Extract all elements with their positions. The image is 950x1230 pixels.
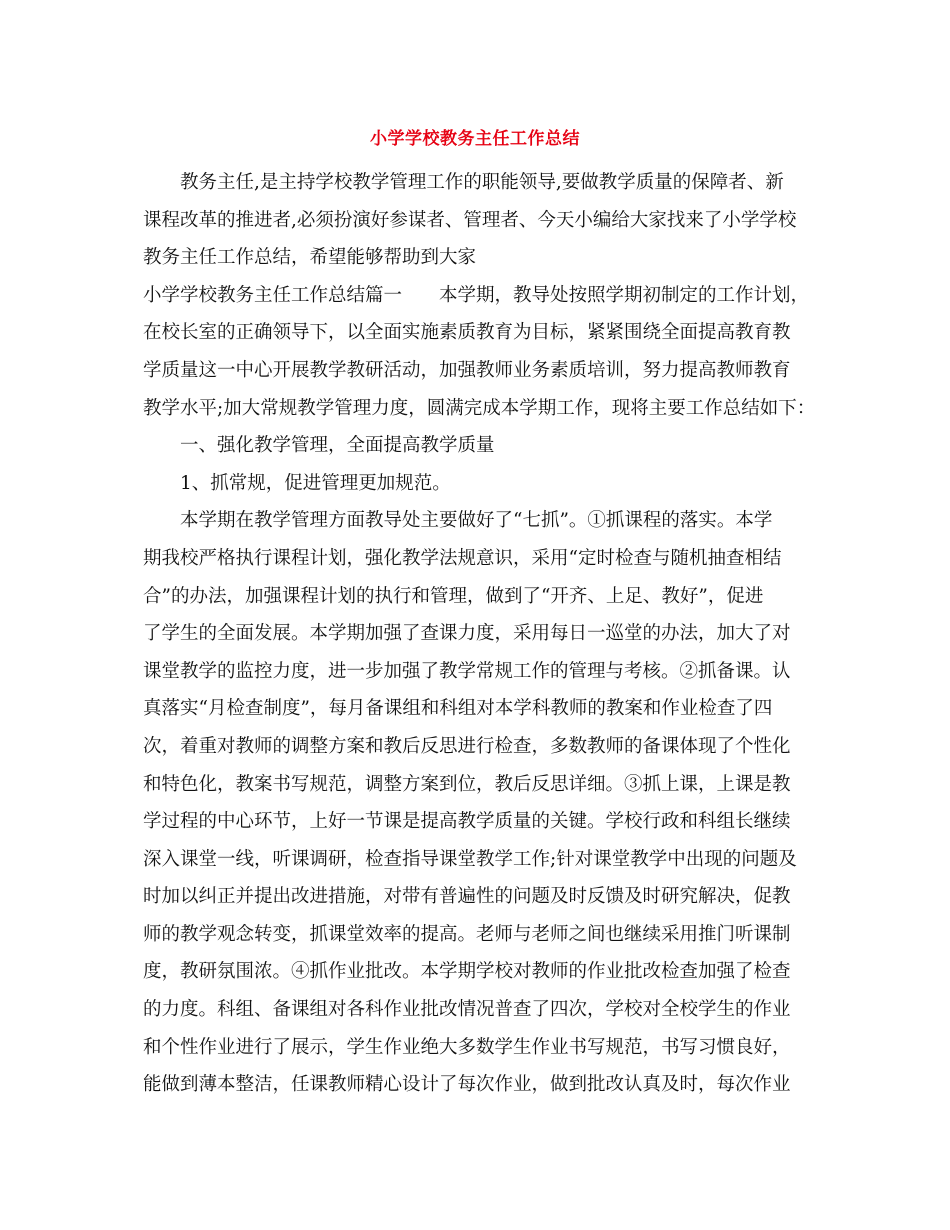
body-line: 在校长室的正确领导下，以全面实施素质教育为目标，紧紧围绕全面提高教育教 — [143, 322, 791, 344]
body-line: 度，教研氛围浓。④抓作业批改。本学期学校对教师的作业批改检查加强了检查 — [143, 961, 791, 983]
document-body — [143, 164, 823, 1104]
document-title: 小学学校教务主任工作总结 — [370, 129, 580, 149]
body-line: 小学学校教务主任工作总结篇一 本学期，教导处按照学期初制定的工作计划， — [143, 284, 810, 306]
body-line: 时加以纠正并提出改进措施，对带有普遍性的问题及时反馈及时研究解决，促教 — [143, 886, 791, 908]
body-line: 真落实“月检查制度”，每月备课组和科组对本学科教师的教案和作业检查了四 — [143, 698, 773, 720]
body-line: 学过程的中心环节，上好一节课是提高教学质量的关键。学校行政和科组长继续 — [143, 811, 791, 833]
body-line: 教学水平;加大常规教学管理力度，圆满完成本学期工作，现将主要工作总结如下： — [143, 397, 816, 419]
body-line: 教务主任工作总结，希望能够帮助到大家 — [143, 247, 477, 269]
body-line: 学质量这一中心开展教学教研活动，加强教师业务素质培训，努力提高教师教育 — [143, 359, 791, 381]
body-line: 本学期在教学管理方面教导处主要做好了“七抓”。①抓课程的落实。本学 — [143, 510, 773, 532]
body-line: 和个性作业进行了展示，学生作业绝大多数学生作业书写规范，书写习惯良好， — [143, 1036, 791, 1058]
body-line: 教务主任,是主持学校教学管理工作的职能领导,要做教学质量的保障者、新 — [143, 172, 784, 193]
body-line: 课堂教学的监控力度，进一步加强了教学常规工作的管理与考核。②抓备课。认 — [143, 660, 791, 682]
body-line: 和特色化，教案书写规范，调整方案到位，教后反思详细。③抓上课，上课是教 — [143, 773, 791, 795]
body-line: 期我校严格执行课程计划，强化教学法规意识，采用“定时检查与随机抽查相结 — [143, 547, 782, 569]
subsection-heading: 1、抓常规，促进管理更加规范。 — [143, 472, 451, 494]
body-line: 次，着重对教师的调整方案和教后反思进行检查，多数教师的备课体现了个性化 — [143, 735, 791, 757]
body-line: 能做到薄本整洁，任课教师精心设计了每次作业，做到批改认真及时，每次作业 — [143, 1074, 791, 1096]
body-line: 了学生的全面发展。本学期加强了查课力度，采用每日一巡堂的办法，加大了对 — [143, 623, 791, 645]
body-line: 深入课堂一线，听课调研，检查指导课堂教学工作;针对课堂教学中出现的问题及 — [143, 848, 797, 870]
section-heading: 一、强化教学管理，全面提高教学质量 — [143, 435, 495, 457]
body-line: 合”的办法，加强课程计划的执行和管理，做到了“开齐、上足、教好”，促进 — [143, 585, 764, 607]
body-line: 的力度。科组、备课组对各科作业批改情况普查了四次，学校对全校学生的作业 — [143, 999, 791, 1021]
body-line: 课程改革的推进者,必须扮演好参谋者、管理者、今天小编给大家找来了小学学校 — [143, 209, 797, 231]
body-line: 师的教学观念转变，抓课堂效率的提高。老师与老师之间也继续采用推门听课制 — [143, 923, 791, 945]
